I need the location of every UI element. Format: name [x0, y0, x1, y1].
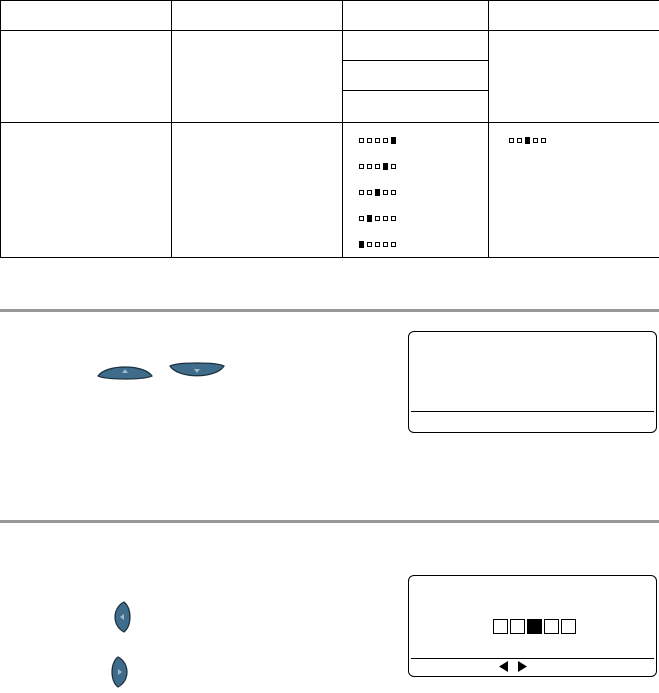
level-square-empty [359, 216, 364, 221]
level-meter [493, 619, 576, 634]
level-square-filled [383, 163, 388, 170]
level-square-empty [375, 242, 380, 247]
level-square-empty [375, 138, 380, 143]
level-square-empty [561, 619, 576, 634]
level-option [343, 153, 488, 179]
level-list [343, 127, 488, 257]
level-indicator [359, 137, 397, 144]
level-square-filled [391, 137, 396, 144]
levels-cell [343, 123, 489, 258]
level-square-empty [367, 138, 372, 143]
level-square-empty [391, 242, 396, 247]
down-arrow-button[interactable] [168, 362, 226, 380]
level-square-empty [383, 216, 388, 221]
lcd-display [408, 575, 657, 677]
default-level-indicator [509, 137, 547, 144]
level-square-empty [359, 138, 364, 143]
level-square-empty [359, 164, 364, 169]
level-square-filled [359, 241, 364, 248]
table-header-row [1, 1, 659, 31]
level-square-empty [391, 216, 396, 221]
level-square-empty [541, 138, 546, 143]
level-square-empty [493, 619, 508, 634]
level-indicator [359, 189, 397, 196]
level-square-filled [375, 189, 380, 196]
default-cell [489, 123, 659, 258]
level-square-empty [533, 138, 538, 143]
level-square-empty [391, 190, 396, 195]
settings-table [0, 0, 659, 258]
level-square-empty [367, 190, 372, 195]
table-cell [1, 123, 172, 258]
level-square-empty [383, 190, 388, 195]
right-arrow-button[interactable] [110, 655, 132, 689]
level-indicator [359, 163, 397, 170]
table-cell [172, 31, 343, 123]
level-square-empty [375, 164, 380, 169]
level-indicator [359, 215, 397, 222]
level-option [343, 179, 488, 205]
option-row [343, 31, 488, 61]
table-row [1, 31, 659, 123]
option-row [343, 91, 488, 121]
level-square-filled [527, 619, 542, 634]
lcd-display [408, 331, 657, 433]
table-cell [1, 31, 172, 123]
level-indicator [359, 241, 397, 248]
level-square-empty [509, 138, 514, 143]
level-square-empty [510, 619, 525, 634]
options-cell [343, 31, 489, 123]
level-square-empty [375, 216, 380, 221]
level-option [343, 205, 488, 231]
lcd-separator [411, 658, 654, 659]
section-divider [0, 520, 659, 523]
level-square-empty [383, 242, 388, 247]
level-square-empty [383, 138, 388, 143]
level-square-empty [544, 619, 559, 634]
up-arrow-button[interactable] [96, 362, 154, 380]
left-arrow-button[interactable] [110, 600, 132, 634]
table-row [1, 123, 659, 258]
header-cell [343, 1, 489, 31]
level-square-empty [359, 190, 364, 195]
table-cell [489, 31, 659, 123]
header-cell [489, 1, 659, 31]
header-cell [1, 1, 172, 31]
level-square-empty [517, 138, 522, 143]
level-square-empty [391, 164, 396, 169]
lcd-separator [411, 411, 654, 412]
header-cell [172, 1, 343, 31]
table-cell [172, 123, 343, 258]
level-option [343, 231, 488, 257]
level-square-filled [525, 137, 530, 144]
option-row [343, 61, 488, 91]
section-divider [0, 309, 659, 312]
level-square-empty [367, 242, 372, 247]
level-square-filled [367, 215, 372, 222]
level-option [343, 127, 488, 153]
level-square-empty [367, 164, 372, 169]
left-right-arrows-icon [498, 660, 528, 673]
